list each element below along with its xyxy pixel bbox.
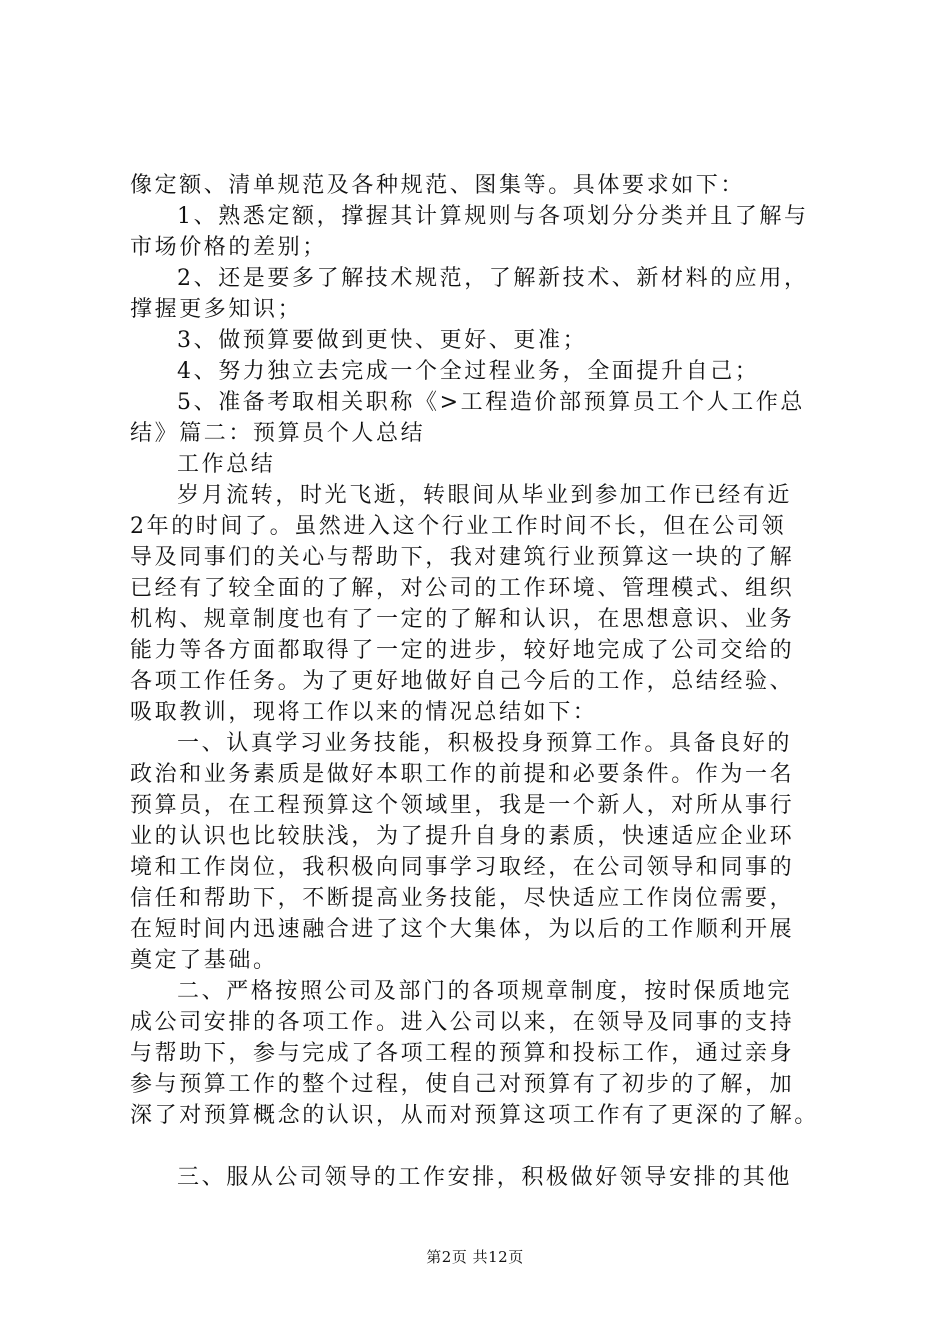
paragraph-one-line: 业的认识也比较肤浅，为了提升自身的素质，快速适应企业环 (130, 824, 795, 849)
paragraph-intro-line: 岁月流转，时光飞逝，转眼间从毕业到参加工作已经有近 (177, 483, 793, 508)
paragraph-one-line: 奠定了基础。 (130, 948, 278, 973)
paragraph-one-line: 在短时间内迅速融合进了这个大集体，为以后的工作顺利开展 (130, 917, 795, 942)
paragraph-one-line: 一、认真学习业务技能，积极投身预算工作。具备良好的 (177, 731, 793, 756)
list-item-5-line-1: 5、准备考取相关职称《>工程造价部预算员工个人工作总 (177, 390, 806, 415)
list-item-1-line-1: 1、熟悉定额，撑握其计算规则与各项划分分类并且了解与 (177, 204, 809, 229)
paragraph-intro-line: 吸取教训，现将工作以来的情况总结如下： (130, 700, 598, 725)
paragraph-three-line: 三、服从公司领导的工作安排，积极做好领导安排的其他 (177, 1165, 793, 1190)
paragraph-one-line: 政治和业务素质是做好本职工作的前提和必要条件。作为一名 (130, 762, 795, 787)
text-line: 像定额、清单规范及各种规范、图集等。具体要求如下： (130, 173, 746, 198)
paragraph-intro-line: 机构、规章制度也有了一定的了解和认识，在思想意识、业务 (130, 607, 795, 632)
paragraph-two-line: 二、严格按照公司及部门的各项规章制度，按时保质地完 (177, 979, 793, 1004)
page-number-footer: 第2页 共12页 (426, 1248, 524, 1266)
paragraph-two-line: 成公司安排的各项工作。进入公司以来，在领导及同事的支持 (130, 1010, 795, 1035)
list-item-4: 4、努力独立去完成一个全过程业务，全面提升自己； (177, 359, 760, 384)
paragraph-intro-line: 能力等各方面都取得了一定的进步，较好地完成了公司交给的 (130, 638, 795, 663)
paragraph-intro-line: 导及同事们的关心与帮助下，我对建筑行业预算这一块的了解 (130, 545, 795, 570)
list-item-5-line-2: 结》篇二：预算员个人总结 (130, 421, 426, 446)
section-heading: 工作总结 (177, 452, 276, 477)
paragraph-intro-line: 各项工作任务。为了更好地做好自己今后的工作，总结经验、 (130, 669, 795, 694)
document-body (130, 170, 835, 1193)
paragraph-intro-line: 已经有了较全面的了解，对公司的工作环境、管理模式、组织 (130, 576, 795, 601)
paragraph-one-line: 预算员，在工程预算这个领域里，我是一个新人，对所从事行 (130, 793, 795, 818)
paragraph-intro-line: 2年的时间了。虽然进入这个行业工作时间不长，但在公司领 (130, 514, 787, 539)
paragraph-two-line: 参与预算工作的整个过程，使自己对预算有了初步的了解，加 (130, 1072, 795, 1097)
paragraph-one-line: 境和工作岗位，我积极向同事学习取经，在公司领导和同事的 (130, 855, 795, 880)
list-item-1-line-2: 市场价格的差别； (130, 235, 327, 260)
list-item-3: 3、做预算要做到更快、更好、更准； (177, 328, 588, 353)
paragraph-two-line: 深了对预算概念的认识，从而对预算这项工作有了更深的了解。 (130, 1103, 819, 1128)
paragraph-two-line: 与帮助下，参与完成了各项工程的预算和投标工作，通过亲身 (130, 1041, 795, 1066)
list-item-2-line-2: 撑握更多知识； (130, 297, 303, 322)
paragraph-one-line: 信任和帮助下，不断提高业务技能，尽快适应工作岗位需要， (130, 886, 795, 911)
list-item-2-line-1: 2、还是要多了解技术规范，了解新技术、新材料的应用， (177, 266, 809, 291)
